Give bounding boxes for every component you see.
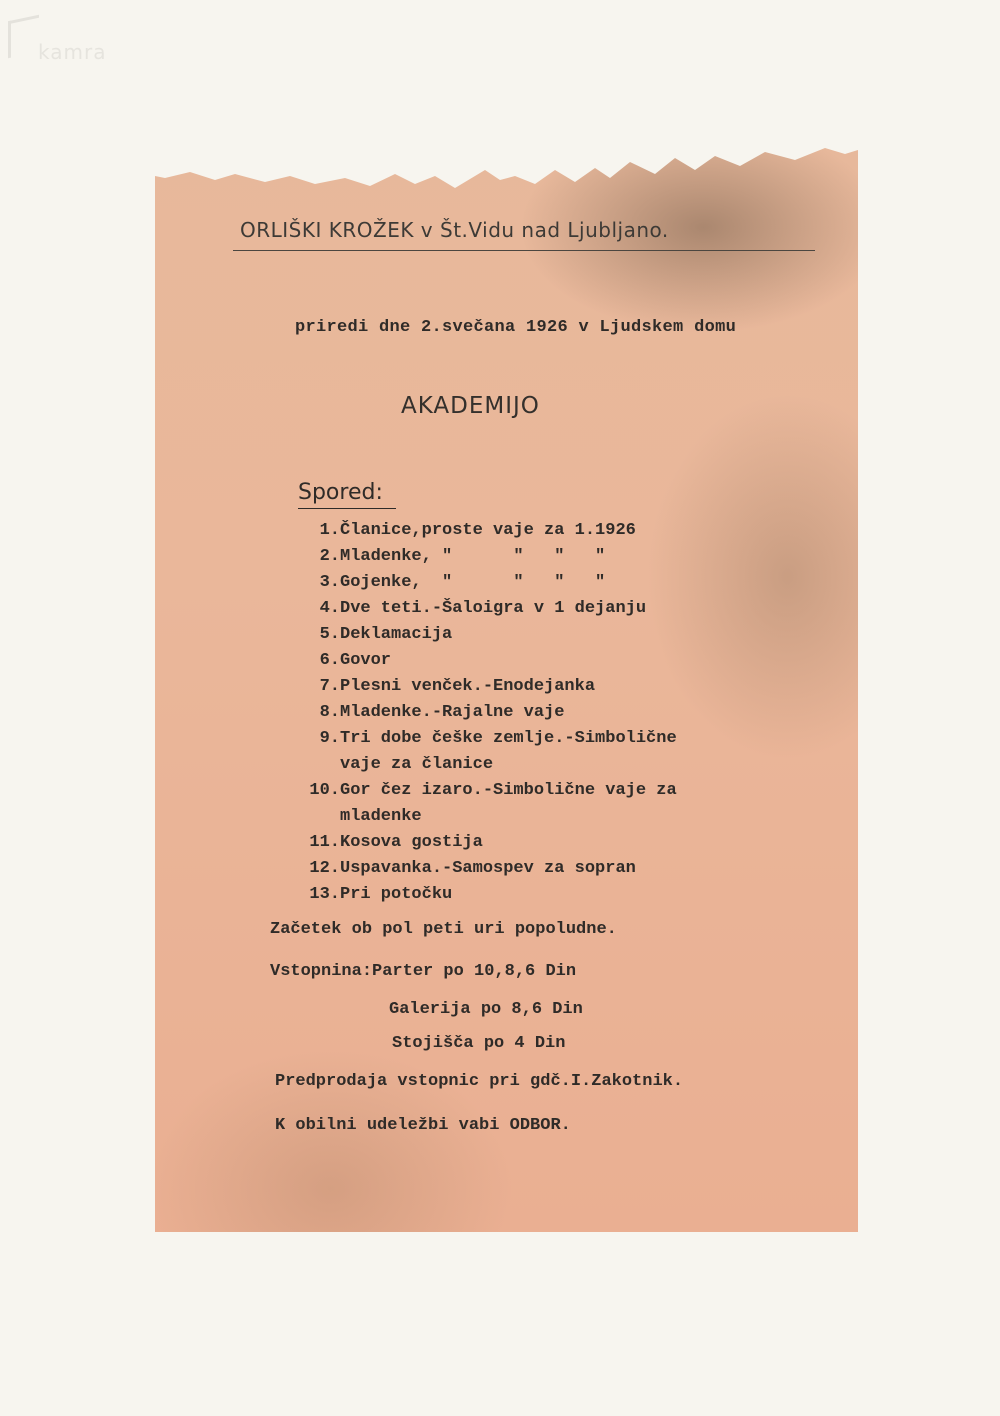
program-item <box>300 622 840 648</box>
program-item-text: Gor čez izaro.-Simbolične vaje za <box>340 781 677 800</box>
header-rule <box>233 250 815 251</box>
admission-parter: Vstopnina:Parter po 10,8,6 Din <box>270 962 577 981</box>
program-item-text: Članice,proste vaje za 1.1926 <box>340 521 636 540</box>
program-item <box>300 518 840 544</box>
document-header: ORLIŠKI KROŽEK v Št.Vidu nad Ljubljano. <box>240 218 669 242</box>
program-item-number: 2. <box>319 547 340 566</box>
admission-stojisca: Stojišča po 4 Din <box>392 1034 566 1053</box>
admission-galerija: Galerija po 8,6 Din <box>389 1000 583 1019</box>
program-item-number: 4. <box>319 599 340 618</box>
event-title: AKADEMIJO <box>401 393 540 419</box>
start-time: Začetek ob pol peti uri popoludne. <box>270 920 617 939</box>
program-item-number: 11. <box>309 833 340 852</box>
program-item-continuation: vaje za članice <box>340 755 494 774</box>
program-item-number: 9. <box>319 729 340 748</box>
program-item-number: 8. <box>319 703 340 722</box>
program-item-text: Uspavanka.-Samospev za sopran <box>340 859 636 878</box>
program-item-number: 1. <box>319 521 340 540</box>
program-item-number: 12. <box>309 859 340 878</box>
program-item <box>300 544 840 570</box>
program-item-text: Deklamacija <box>340 625 453 644</box>
program-item-text: Gojenke, " " " " <box>340 573 606 592</box>
program-item-number: 3. <box>319 573 340 592</box>
program-item <box>300 830 840 856</box>
program-item <box>300 856 840 882</box>
document-sheet <box>155 140 858 1232</box>
program-item <box>300 674 840 700</box>
program-item <box>300 648 840 674</box>
program-item-text: Tri dobe češke zemlje.-Simbolične <box>340 729 677 748</box>
watermark-text: kamra <box>38 40 107 64</box>
program-item-number: 13. <box>309 885 340 904</box>
program-item-number: 10. <box>309 781 340 800</box>
program-item-text: Mladenke, " " " " <box>340 547 606 566</box>
program-item <box>300 778 840 830</box>
program-item <box>300 700 840 726</box>
program-item-text: Kosova gostija <box>340 833 483 852</box>
program-heading: Spored: <box>298 480 383 505</box>
program-item <box>300 726 840 778</box>
watermark-logo <box>8 18 118 64</box>
program-item <box>300 570 840 596</box>
program-item-text: Mladenke.-Rajalne vaje <box>340 703 565 722</box>
closing-invitation: K obilni udeležbi vabi ODBOR. <box>275 1116 571 1135</box>
program-item-text: Dve teti.-Šaloigra v 1 dejanju <box>340 599 647 618</box>
program-list <box>300 518 840 908</box>
program-item-text: Pri potočku <box>340 885 453 904</box>
logo-icon <box>8 15 39 59</box>
presale-note: Predprodaja vstopnic pri gdč.I.Zakotnik. <box>275 1072 684 1091</box>
event-line: priredi dne 2.svečana 1926 v Ljudskem domu <box>295 318 737 337</box>
program-heading-underline <box>298 508 396 509</box>
program-item-number: 6. <box>319 651 340 670</box>
torn-edge <box>155 140 858 200</box>
program-item <box>300 882 840 908</box>
program-item-continuation: mladenke <box>340 807 422 826</box>
program-item-number: 7. <box>319 677 340 696</box>
program-item-text: Plesni venček.-Enodejanka <box>340 677 596 696</box>
program-item-number: 5. <box>319 625 340 644</box>
program-item <box>300 596 840 622</box>
program-item-text: Govor <box>340 651 392 670</box>
